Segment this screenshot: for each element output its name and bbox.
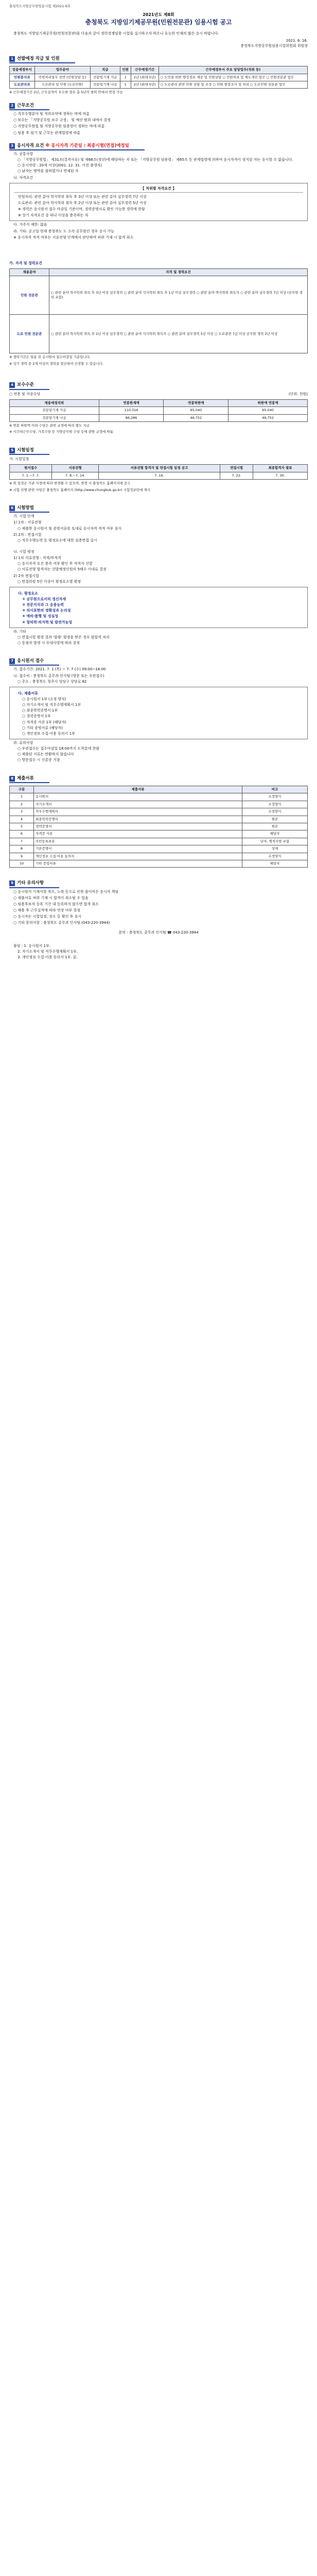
attachments — [9, 943, 308, 960]
table-row — [10, 801, 308, 808]
pay-table — [9, 399, 308, 422]
table-row — [10, 276, 308, 315]
section-5-number: 5 — [9, 448, 15, 453]
table-row — [10, 793, 308, 801]
list-item: ○ 최종학력증명서 1부 — [22, 708, 58, 713]
cell-doc: 자격증 사본 — [34, 831, 242, 838]
col-period: 근무예정기간 — [131, 66, 158, 74]
table-row — [10, 74, 308, 81]
cell-field: 민원 전문관 — [10, 276, 49, 315]
attachment-item: 붙임 : 1. 응시원서 1부. — [13, 943, 50, 948]
list-item: ○ 주소 : 충청북도 청주시 상당구 상당로 82 — [17, 679, 87, 684]
cell-position: 전문임기제 나급 — [10, 414, 99, 421]
cell-grade: 전문임기제 나급 — [90, 81, 120, 88]
cell-max: 110,316 — [99, 407, 164, 414]
cell-announce: 7. 16. — [98, 472, 220, 479]
list-item: ○ 개인정보 수집·이용 동의서 1부 — [22, 731, 75, 736]
list-item: 라. 유의사항 — [13, 740, 33, 745]
list-item: ○ 응시연령 : 20세 이상(2001. 12. 31. 이전 출생자) — [17, 163, 102, 168]
cell-requirements: ○ 관련 분야 학사학위 취득 후 3년 이상 실무경력 ○ 관련 분야 석사학위 취득 후 1년 이상 실무경력 ○ 관련 분야 박사학위 취득자 ○ 관련 분야 실무경력 7년 이상 (공무원 경력 포함) — [49, 276, 308, 315]
cell-note: 소정양식 — [242, 801, 308, 808]
cell-note: 소정양식 — [242, 853, 308, 860]
pay-note: ※ 시간외근무수당, 가족수당 등 지방공무원 수당 등에 관한 규정에 따름 — [9, 430, 113, 434]
list-item: 나. 자격요건 — [13, 175, 33, 180]
section-8-heading — [9, 775, 49, 783]
list-item: 나. 접수처 : 충청북도 총무과 인사팀 (방문 또는 우편접수) — [13, 673, 104, 678]
col-requirements: 자격 및 경력요건 — [49, 268, 308, 276]
cell-note: 원본 — [242, 816, 308, 823]
list-item: ○ 기타 증빙서류 (해당자) — [22, 725, 63, 730]
cell-no: 7 — [10, 838, 34, 845]
list-item: 라. 기타: 공고일 현재 충청북도 도 소속 공무원인 경우 응시 가능 — [13, 229, 114, 233]
list-item: 다. 평정요소 — [18, 591, 38, 596]
cell-no: 4 — [10, 816, 34, 823]
col-field: 업무분야 — [34, 66, 90, 74]
section-schedule — [9, 447, 308, 493]
cell-field: 도로관리 및 민원 (도로민원) — [34, 81, 90, 88]
section-4-number: 4 — [9, 382, 15, 388]
list-item: ○ 방문접수 시 신분증 지참 — [17, 758, 60, 762]
col-min: 연봉하한액 — [164, 399, 228, 406]
eligibility-note: ※ 응시자격 기준일 : 최종시험(면접)예정일 — [45, 143, 129, 148]
cell-min: 65,040 — [164, 407, 228, 414]
requirements-box-title: 【 직위별 자격요건 】 — [14, 186, 303, 193]
list-item: ○ 남자는 병역을 필하였거나 면제된 자 — [17, 169, 79, 174]
col-doc: 제출서류 — [34, 786, 242, 793]
section-1-heading — [9, 56, 75, 63]
list-item: ○ 직무수행능력 등 평정요소에 대한 심층면접 실시 — [17, 538, 97, 543]
cell-doc: 기타 증빙서류 — [34, 860, 242, 868]
cell-no: 1 — [10, 793, 34, 801]
list-item: ① 공무원으로서의 정신자세 — [22, 597, 66, 601]
attachment-item: 3. 개인정보 수집·이용 동의서 1부. 끝. — [17, 955, 78, 960]
date-sign — [9, 38, 308, 48]
list-item: ○ 기타 문의사항 : 충청북도 총무과 인사팀 (043-220-3944) — [13, 921, 110, 925]
schedule-note: ※ 위 일정은 기관 사정에 따라 변경될 수 있으며, 변경 시 충청북도 홈페이지에 공고 — [9, 481, 131, 486]
cell-requirements: ○ 관련 분야 학사학위 취득 후 2년 이상 실무경력 ○ 관련 분야 석사학위 취득자 ○ 관련 분야 실무경력 5년 이상 ○ 도로관련 7급 이상 공무원 경력 2년 이상 — [49, 315, 308, 353]
cell-position: 전문임기제 가급 — [10, 407, 99, 414]
table-row — [10, 472, 308, 479]
col-grade: 직급 — [90, 66, 120, 74]
list-item: 민원처리: 관련 분야 학사학위 취득 후 3년 이상 또는 관련 분야 실무경력 7년 이상 — [18, 194, 147, 199]
cell-grade: 전문임기제 가급 — [90, 74, 120, 81]
list-item: ○ 제출한 응시원서 및 증빙서류를 토대로 응시자격 적격 여부 심사 — [17, 526, 121, 531]
qual-note: ※ 상기 경력 중 2개 이상의 경력을 합산하여 산정할 수 있습니다. — [9, 361, 104, 366]
cell-note: 소정양식 — [242, 793, 308, 801]
section-3-title: 응시자격 요건 — [17, 143, 44, 148]
doc-subtitle: 2021년도 제8회 — [143, 12, 174, 18]
cell-note: 소정양식 — [242, 808, 308, 816]
section-1-number: 1 — [9, 56, 15, 62]
list-item: ○ 임용후보자 등록 기간 내 등록하지 않으면 합격 취소 — [13, 902, 99, 907]
table-row — [10, 838, 308, 845]
cell-doc: 기본증명서 — [34, 845, 242, 853]
list-item: ○ 지방공무원법 및 지방공무원 임용령이 정하는 바에 따름 — [13, 124, 105, 129]
list-item: ○ 응시원서 기재사항 착오, 누락 등으로 인한 불이익은 응시자 책임 — [13, 889, 119, 894]
schedule-note: ※ 시험 진행 관련 사항은 충청북도 홈페이지 (http://www.chungbuk.go.kr) 시험정보란에 게시 — [9, 487, 151, 492]
attachment-item: 2. 자기소개서 및 직무수행계획서 1부. — [17, 949, 78, 954]
pay-note: ※ 연봉 하한액 이외 수당은 관련 규정에 따라 별도 지급 — [9, 423, 90, 428]
cell-no: 10 — [10, 860, 34, 868]
col-dept: 임용예정부서 — [10, 66, 35, 74]
cell-min: 49,752 — [164, 414, 228, 421]
list-item: ※ 경력은 응시원서 접수 마감일 기준이며, 경력증명서로 확인 가능한 경력에 한함 — [18, 207, 145, 212]
list-item: ※ 응시자격 적격 여부는 서류전형 단계에서 판단하며 허위 기재 시 합격 취소 — [13, 235, 134, 240]
section-notices — [9, 880, 308, 935]
list-item: 1) 1차 : 서류전형 — [13, 520, 42, 525]
section-4-title: 보수수준 — [17, 382, 34, 388]
cell-count: 1 — [120, 81, 131, 88]
doc-number: 충청북도지방공무원임용시험 제2021-9호 — [9, 4, 71, 8]
section-8-number: 8 — [9, 776, 15, 782]
table-row — [10, 823, 308, 830]
list-item: ⑤ 창의력·의지력 및 발전가능성 — [22, 620, 73, 624]
list-item: ○ 동점자 발생 시 우대사항에 따라 결정 — [17, 640, 80, 645]
cell-document: 7. 8.~7. 14. — [52, 472, 99, 479]
list-item: 2) 2차 : 면접시험 — [13, 532, 42, 537]
col-document: 서류전형 — [52, 465, 99, 472]
section-9-heading — [9, 880, 59, 888]
requirements-box — [9, 183, 308, 222]
schedule-table — [9, 464, 308, 480]
col-position: 채용예정직위 — [10, 399, 99, 406]
cell-period: 2년 (최대 5년) — [131, 81, 158, 88]
col-field: 채용분야 — [10, 268, 49, 276]
section-application — [9, 658, 308, 762]
list-item: 나. 시험 평정 — [13, 549, 34, 554]
pay-unit: (단위: 천원) — [288, 392, 308, 396]
table-row — [10, 414, 308, 421]
list-item: 가. 시험 단계 — [13, 514, 34, 519]
intro-text: 충청북도 지방임기제공무원(민원전문관)을 다음과 같이 경력경쟁임용 시험을 실시하고자 하오니 유능한 인재의 많은 응시 바랍니다. — [13, 31, 219, 36]
cell-no: 3 — [10, 808, 34, 816]
list-item: 2) 2차 면접시험 — [13, 573, 39, 578]
col-final: 최종합격자 발표 — [253, 465, 308, 472]
cell-final: 7. 30. — [253, 472, 308, 479]
doc-date: 2021. 6. 16. — [286, 38, 308, 43]
list-item: ○ 보수는 「지방공무원 보수 규정」 및 예산 범위 내에서 결정 — [13, 118, 111, 123]
col-note: 비고 — [242, 786, 308, 793]
list-item: ○ 응시자격 요건 충족 여부 확인 후 적격자 선발 — [17, 562, 93, 566]
qualifications-heading: 가. 자격 및 경력요건 — [9, 261, 43, 265]
cell-no: 2 — [10, 801, 34, 808]
list-item: 다. 제출서류 — [18, 691, 38, 696]
cell-note: 해당자 — [242, 860, 308, 868]
section-1-title: 선발예정 직급 및 인원 — [17, 56, 60, 61]
list-item: 가. 공통사항 — [13, 152, 33, 157]
col-base: 하한액 연봉액 — [228, 399, 308, 406]
doc-issuer: 충청북도지방공무원임용시험위원회 위원장 — [240, 43, 308, 48]
col-max: 연봉한계액 — [99, 399, 164, 406]
cell-period: 2년 (최대 5년) — [131, 74, 158, 81]
list-item: ○ 직무수행분야 및 직위요약에 정하는 바에 따름 — [13, 112, 90, 116]
section-5-title: 시험일정 — [17, 447, 34, 453]
col-interview: 면접시험 — [220, 465, 253, 472]
list-item: ○ 제출된 서류는 반환하지 않습니다 — [17, 752, 74, 757]
section-8-title: 제출서류 — [17, 775, 34, 781]
section-method — [9, 505, 308, 646]
cell-no: 5 — [10, 823, 34, 830]
cell-field: 민원처리업무 전반 (민원상담 등) — [34, 74, 90, 81]
cell-no: 6 — [10, 831, 34, 838]
section-4-heading — [9, 382, 49, 389]
list-item: ○ 경력증명서 1부 — [22, 714, 51, 719]
cell-count: 1 — [120, 74, 131, 81]
cell-base: 49,752 — [228, 414, 308, 421]
section-9-title: 기타 유의사항 — [17, 880, 44, 886]
list-item: ④ 예의·품행 및 성실성 — [22, 614, 58, 619]
doc-title: 충청북도 지방임기제공무원(민원전문관) 임용시험 공고 — [85, 19, 232, 26]
list-item: ○ 임용 후 임기 및 근무는 관계법령에 따름 — [13, 130, 80, 135]
col-no: 구분 — [10, 786, 34, 793]
section-7-number: 7 — [9, 658, 15, 664]
section-2-heading — [9, 103, 49, 110]
list-item: 가. 접수기간: 2021. 7. 1.(목) ~ 7. 7.(수) 09:00~18:00 — [13, 667, 106, 672]
table-row — [10, 315, 308, 353]
qualifications-table — [9, 268, 308, 353]
section-3-number: 3 — [9, 143, 15, 149]
cell-doc: 개인정보 수집·이용 동의서 — [34, 853, 242, 860]
list-item: 라. 기타 — [13, 629, 26, 634]
list-item: ○ 자기소개서 및 직무수행계획서 1부 — [22, 703, 81, 707]
cell-no: 9 — [10, 853, 34, 860]
cell-field: 도로 민원 전문관 — [10, 315, 49, 353]
list-item: ○ 응시자는 시험일정, 장소 등 확인 후 응시 — [13, 914, 82, 919]
section-6-heading — [9, 505, 49, 513]
section-3-heading — [9, 143, 145, 150]
list-item: ○ 우편접수는 접수마감일 18:00까지 도착분에 한함 — [17, 747, 100, 751]
cell-doc: 주민등록초본 — [34, 838, 242, 845]
list-item: ○ 응시원서 1부 (소정 양식) — [22, 697, 66, 701]
section-2-title: 근무조건 — [17, 103, 34, 108]
section-6-title: 시험방법 — [17, 505, 34, 511]
cell-no: 8 — [10, 845, 34, 853]
list-item: 1) 1차 서류전형 : 적격/부적격 — [13, 556, 61, 561]
positions-note: ※ 근무예정기간 2년, 근무실적이 우수한 경우 총 5년의 범위 안에서 연장 가능 — [9, 90, 123, 95]
section-qualifications — [9, 261, 308, 366]
cell-doc: 응시원서 — [34, 793, 242, 801]
table-row — [10, 853, 308, 860]
section-documents — [9, 775, 308, 868]
doc-header — [9, 12, 308, 27]
cell-doc: 최종학력증명서 — [34, 816, 242, 823]
list-item: ○ 서류전형 합격자는 선발예정인원의 5배수 이내로 결정 — [17, 567, 107, 572]
pay-sub-row — [9, 392, 308, 397]
section-7-heading — [9, 658, 59, 666]
table-row — [10, 860, 308, 868]
list-item: ※ 상기 자격요건 중 하나 이상을 충족하는 자 — [18, 213, 89, 218]
cell-duty: ○ 도로관리 관련 민원 상담 및 조정 ○ 민원 현장조사 및 처리 ○ 도로민원 전문관 업무 — [158, 81, 307, 88]
cell-doc: 경력증명서 — [34, 823, 242, 830]
cell-dept: 민원봉사과 — [10, 74, 35, 81]
contact-line: 문의 : 충청북도 총무과 인사팀 ☎ 043-220-3944 — [118, 930, 199, 935]
section-6-number: 6 — [9, 505, 15, 511]
list-item: ○ 면접위원 5인 이상이 평정요소별 평정 — [17, 579, 81, 584]
cell-apply: 7. 1.~7. 7. — [10, 472, 52, 479]
cell-interview: 7. 22. — [220, 472, 253, 479]
list-item: ○ 자격증 사본 1부 (해당자) — [22, 720, 66, 724]
section-5-heading — [9, 447, 49, 455]
col-count: 인원 — [120, 66, 131, 74]
section-7-title: 응시원서 접수 — [17, 658, 44, 664]
qual-note: ※ 경력기간은 임용 전 응시원서 접수마감일 기준입니다. — [9, 355, 91, 360]
table-row — [10, 407, 308, 414]
cell-duty: ○ 도민을 위한 행정정보 제공 및 민원상담 ○ 민원처리 및 제도개선 업무 ○ 민원전문관 업무 — [158, 74, 307, 81]
list-item: 다. 거주지 제한: 없음 — [13, 223, 47, 227]
cell-note: 해당자 — [242, 831, 308, 838]
cell-doc: 직무수행계획서 — [34, 808, 242, 816]
table-row — [10, 808, 308, 816]
list-item: ○ 채용 후 근무실적에 따라 연장 여부 결정 — [13, 908, 80, 913]
col-announce: 서류전형 합격자 및 면접시험 일정 공고 — [98, 465, 220, 472]
cell-max: 86,286 — [99, 414, 164, 421]
cell-note: 남자, 병적사항 포함 — [242, 838, 308, 845]
section-pay — [9, 382, 308, 435]
table-row — [10, 81, 308, 88]
table-row — [10, 831, 308, 838]
section-9-number: 9 — [9, 880, 15, 886]
list-item: 도로관리: 관련 분야 학사학위 취득 후 2년 이상 또는 관련 분야 실무경력 5년 이상 — [18, 201, 147, 205]
list-item: ② 전문지식과 그 응용능력 — [22, 603, 64, 607]
list-item: ○ 제출서류 허위 기재 시 합격이 취소될 수 있음 — [13, 895, 89, 900]
section-2-number: 2 — [9, 103, 15, 109]
cell-base: 65,040 — [228, 407, 308, 414]
table-row — [10, 845, 308, 853]
list-item: ○ 「지방공무원법」 제31조(결격사유) 및 제66조(정년)에 해당하는 자 또는 「지방공무원 임용령」 제65조 등 관계법령에 의하여 응시자격이 정지된 자는 응시할 수 없습니다. — [17, 158, 293, 162]
list-item: ③ 의사표현의 정확성과 논리성 — [22, 608, 71, 613]
schedule-sub: 가. 시험일정 — [9, 457, 29, 462]
col-apply: 원서접수 — [10, 465, 52, 472]
positions-table — [9, 66, 308, 89]
cell-dept: 도로관리과 — [10, 81, 35, 88]
section-positions — [9, 56, 308, 95]
documents-box — [9, 687, 308, 739]
table-row — [10, 816, 308, 823]
section-eligibility — [9, 143, 308, 240]
documents-table — [9, 786, 308, 868]
cell-note: 원본 — [242, 823, 308, 830]
cell-doc: 자기소개서 — [34, 801, 242, 808]
list-item: ○ 면접시험 평정 결과 '불량' 평정을 받은 경우 불합격 처리 — [17, 635, 110, 639]
cell-note: 상세 — [242, 845, 308, 853]
col-duty: 근무예정부서 주요 담당업무(직위 등) — [158, 66, 307, 74]
section-conditions — [9, 103, 308, 135]
pay-sub: ○ 연봉 및 각종수당 — [9, 392, 41, 396]
evaluation-box — [9, 587, 308, 628]
